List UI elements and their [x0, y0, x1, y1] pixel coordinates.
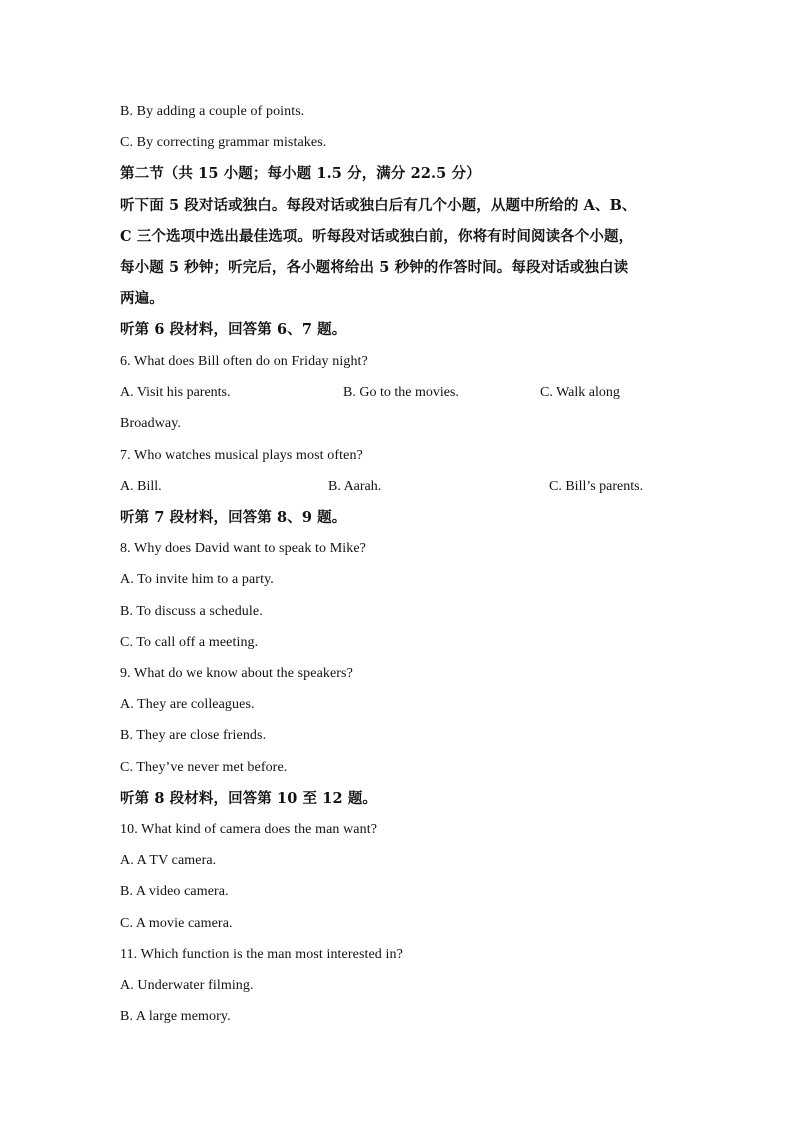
option-c: C. Walk along	[540, 385, 620, 400]
question: 9. What do we know about the speakers?	[120, 666, 353, 681]
question: 10. What kind of camera does the man want?	[120, 822, 378, 837]
option-c-continued: Broadway.	[120, 416, 182, 431]
option-line: B. By adding a couple of points.	[120, 104, 305, 119]
option-a: A. Underwater filming.	[120, 978, 254, 993]
option-c: C. They’ve never met before.	[120, 760, 288, 775]
section-title: 第二节（共 15 小题；每小题 1.5 分，满分 22.5 分）	[120, 165, 481, 182]
option-a: A. Visit his parents.	[120, 385, 231, 400]
option-a: A. They are colleagues.	[120, 697, 255, 712]
instruction-line: 听下面 5 段对话或独白。每段对话或独白后有几个小题，从题中所给的 A、B、	[120, 197, 637, 214]
option-a: A. Bill.	[120, 479, 162, 494]
part-heading: 听第 6 段材料，回答第 6、7 题。	[120, 321, 347, 338]
option-b: B. Go to the movies.	[343, 385, 459, 400]
instruction-line: 两遍。	[120, 290, 164, 307]
option-b: B. Aarah.	[328, 479, 382, 494]
option-b: B. A large memory.	[120, 1009, 231, 1024]
option-c: C. Bill’s parents.	[549, 479, 644, 494]
question: 6. What does Bill often do on Friday night?	[120, 354, 368, 369]
option-c: C. A movie camera.	[120, 916, 233, 931]
instruction-line: C 三个选项中选出最佳选项。听每段对话或独白前，你将有时间阅读各个小题，	[120, 228, 634, 245]
option-c: C. To call off a meeting.	[120, 635, 259, 650]
option-b: B. A video camera.	[120, 884, 229, 899]
question: 7. Who watches musical plays most often?	[120, 448, 363, 463]
question: 8. Why does David want to speak to Mike?	[120, 541, 366, 556]
instruction-line: 每小题 5 秒钟；听完后，各小题将给出 5 秒钟的作答时间。每段对话或独白读	[120, 259, 629, 276]
part-heading: 听第 8 段材料，回答第 10 至 12 题。	[120, 790, 378, 807]
question: 11. Which function is the man most interested in?	[120, 947, 403, 962]
option-b: B. To discuss a schedule.	[120, 604, 263, 619]
option-a: A. A TV camera.	[120, 853, 217, 868]
option-a: A. To invite him to a party.	[120, 572, 274, 587]
option-line: C. By correcting grammar mistakes.	[120, 135, 327, 150]
option-b: B. They are close friends.	[120, 728, 267, 743]
part-heading: 听第 7 段材料，回答第 8、9 题。	[120, 509, 347, 526]
